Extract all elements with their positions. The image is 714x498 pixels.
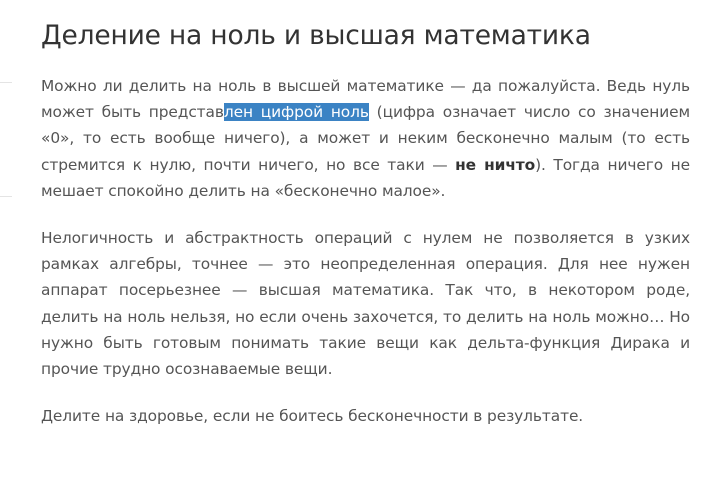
article-title: Деление на ноль и высшая математика [41,20,591,51]
paragraph-1-text-end[interactable]: ). Тогда ничего не мешает спокойно делить на «бесконечно малое». [41,155,690,200]
paragraph-3[interactable]: Делите на здоровье, если не боитесь бесконечности в результате. [41,407,584,426]
paragraph-1-text-middle[interactable]: (цифра означает число со значением «0», то есть вообще ничего), а может и неким бесконечно малым (то есть стремится к нулю, почти ничего, но все таки — [41,103,690,174]
bold-phrase[interactable]: не ничто [455,155,536,174]
paragraph-1-text-start[interactable]: Можно ли делить на ноль в высшей математике — да пожалуйста. Ведь нуль может быть представ [41,77,690,122]
paragraph-1[interactable] [41,73,690,204]
left-divider-line [0,82,12,83]
left-divider-line [0,196,12,197]
article [41,14,690,429]
selected-text[interactable]: лен цифрой ноль [223,103,369,122]
paragraph-2[interactable]: Нелогичность и абстрактность операций с нулем не позволяется в узких рамках алгебры, точнее — это неопределенная операция. Для нее нужен аппарат посерьезнее — высшая математика. Так что, в некотором роде, делить на ноль нельзя, но если очень захочется, то делить на ноль можно… Но нужно быть готовым понимать такие вещи как дельта-функция Дирака и прочие трудно осознаваемые вещи. [41,229,690,379]
